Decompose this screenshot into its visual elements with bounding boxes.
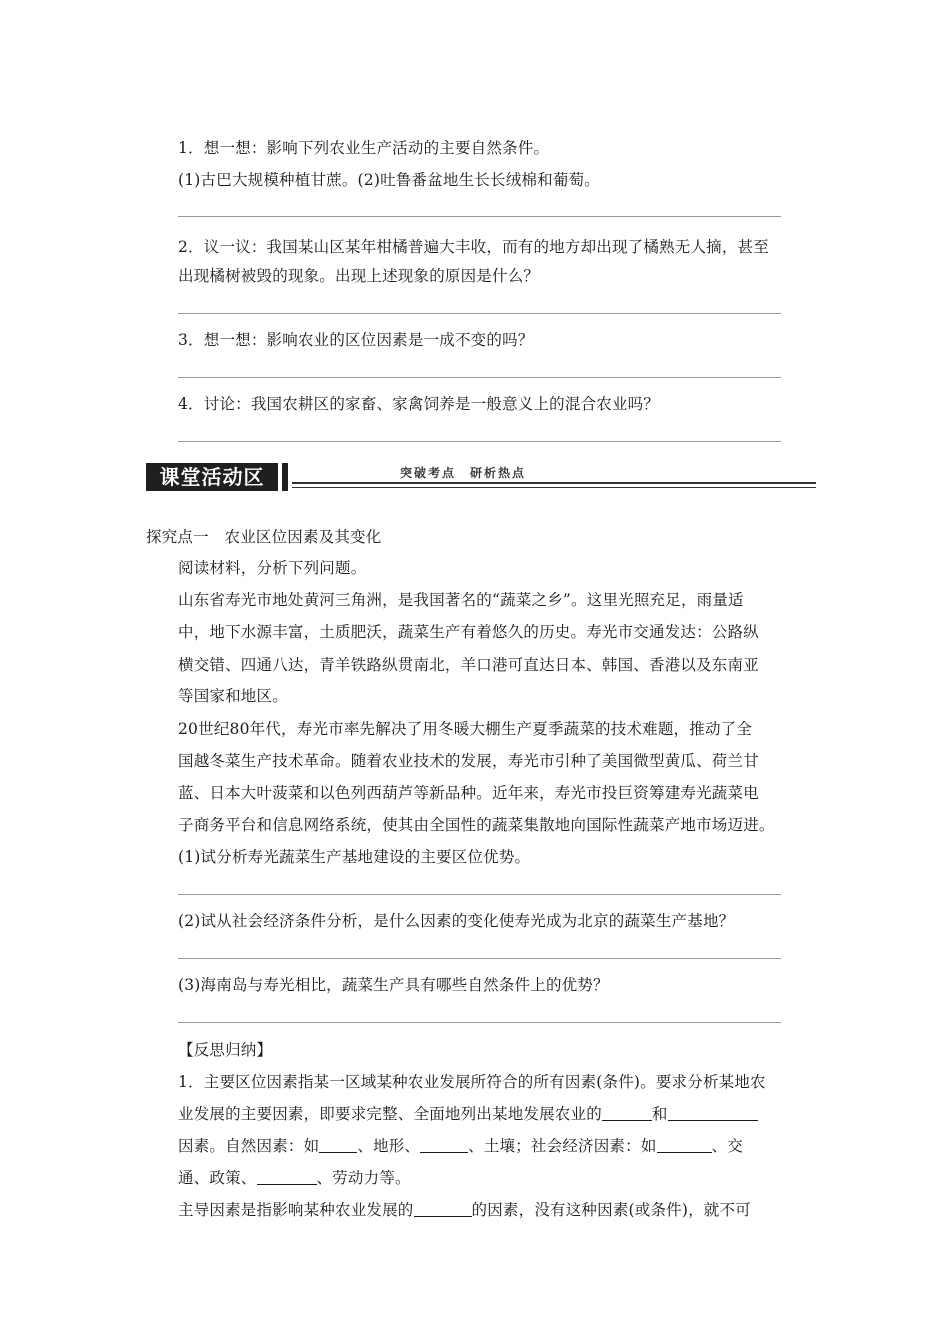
section-banner-subtitle: 突破考点 研析热点: [400, 466, 527, 480]
answer-line[interactable]: [178, 441, 781, 442]
question-1-title: 1．想一想：影响下列农业生产活动的主要自然条件。: [178, 139, 550, 157]
material-line: 横交错、四通八达，青羊铁路纵贯南北，羊口港可直达日本、韩国、香港以及东南亚: [178, 656, 759, 674]
answer-line[interactable]: [178, 894, 781, 895]
reflection-text: 和: [651, 1105, 668, 1123]
answer-line[interactable]: [178, 313, 781, 314]
question-2-line-1: 2．议一议：我国某山区某年柑橘普遍大丰收，而有的地方却出现了橘熟无人摘，甚至: [178, 238, 769, 256]
fill-blank[interactable]: [257, 1169, 317, 1185]
inquiry-heading: 探究点一 农业区位因素及其变化: [146, 528, 382, 546]
material-line: 国越冬菜生产技术革命。随着农业技术的发展，寿光市引种了美国微型黄瓜、荷兰甘: [178, 752, 759, 770]
reflection-text: 、地形、: [357, 1137, 421, 1155]
material-line: 中，地下水源丰富，土质肥沃，蔬菜生产有着悠久的历史。寿光市交通发达：公路纵: [178, 623, 759, 641]
fill-blank[interactable]: [414, 1201, 472, 1217]
banner-rule: [292, 482, 816, 484]
sub-question-3: (3)海南岛与寿光相比，蔬菜生产具有哪些自然条件上的优势？: [178, 976, 609, 994]
answer-line[interactable]: [178, 1022, 781, 1023]
answer-line[interactable]: [178, 216, 781, 217]
fill-blank[interactable]: [668, 1105, 758, 1121]
reflection-text: 、土壤；社会经济因素：如: [468, 1137, 657, 1155]
answer-line[interactable]: [178, 377, 781, 378]
material-line: 等国家和地区。: [178, 687, 288, 705]
reflection-text: 业发展的主要因素，即要求完整、全面地列出某地发展农业的: [178, 1105, 602, 1123]
sub-question-1: (1)试分析寿光蔬菜生产基地建设的主要区位优势。: [178, 848, 531, 866]
reflection-text: 主导因素是指影响某种农业发展的: [178, 1201, 414, 1219]
section-banner-title: 课堂活动区: [146, 463, 278, 491]
reflection-text: 、劳动力等。: [316, 1169, 411, 1187]
fill-blank[interactable]: [420, 1137, 468, 1153]
banner-tab-mark: [282, 463, 288, 491]
fill-blank[interactable]: [319, 1137, 357, 1153]
material-line: 蓝、日本大叶菠菜和以色列西葫芦等新品种。近年来，寿光市投巨资筹建寿光蔬菜电: [178, 784, 759, 802]
reflection-text: 通、政策、: [178, 1169, 257, 1187]
reflection-text: 因素。自然因素：如: [178, 1137, 320, 1155]
reflection-line: 1．主要区位因素指某一区域某种农业发展所符合的所有因素(条件)。要求分析某地农: [178, 1073, 766, 1091]
banner-rule: [292, 487, 816, 488]
section-banner: [146, 460, 816, 496]
question-3: 3．想一想：影响农业的区位因素是一成不变的吗？: [178, 331, 534, 349]
reflection-line: [178, 1136, 743, 1156]
fill-blank[interactable]: [602, 1105, 652, 1121]
material-line: 子商务平台和信息网络系统，使其由全国性的蔬菜集散地向国际性蔬菜产地市场迈进。: [178, 816, 775, 834]
fill-blank[interactable]: [657, 1137, 712, 1153]
sub-question-2: (2)试从社会经济条件分析，是什么因素的变化使寿光成为北京的蔬菜生产基地？: [178, 912, 735, 930]
question-1-items: (1)古巴大规模种植甘蔗。(2)吐鲁番盆地生长长绒棉和葡萄。: [178, 171, 600, 189]
question-4: 4．讨论：我国农耕区的家畜、家禽饲养是一般意义上的混合农业吗？: [178, 395, 660, 413]
reflection-line: [178, 1200, 751, 1220]
reflection-heading: 【反思归纳】: [178, 1041, 273, 1059]
reflection-text: 的因素，没有这种因素(或条件)，就不可: [471, 1201, 751, 1219]
material-line: 20世纪80年代，寿光市率先解决了用冬暖大棚生产夏季蔬菜的技术难题，推动了全: [178, 720, 753, 738]
inquiry-instruction: 阅读材料，分析下列问题。: [178, 559, 367, 577]
answer-line[interactable]: [178, 958, 781, 959]
reflection-line: [178, 1168, 411, 1188]
reflection-text: 、交: [711, 1137, 743, 1155]
question-2-line-2: 出现橘树被毁的现象。出现上述现象的原因是什么？: [178, 267, 540, 285]
material-line: 山东省寿光市地处黄河三角洲，是我国著名的“蔬菜之乡”。这里光照充足，雨量适: [178, 591, 744, 609]
reflection-line: [178, 1104, 758, 1124]
